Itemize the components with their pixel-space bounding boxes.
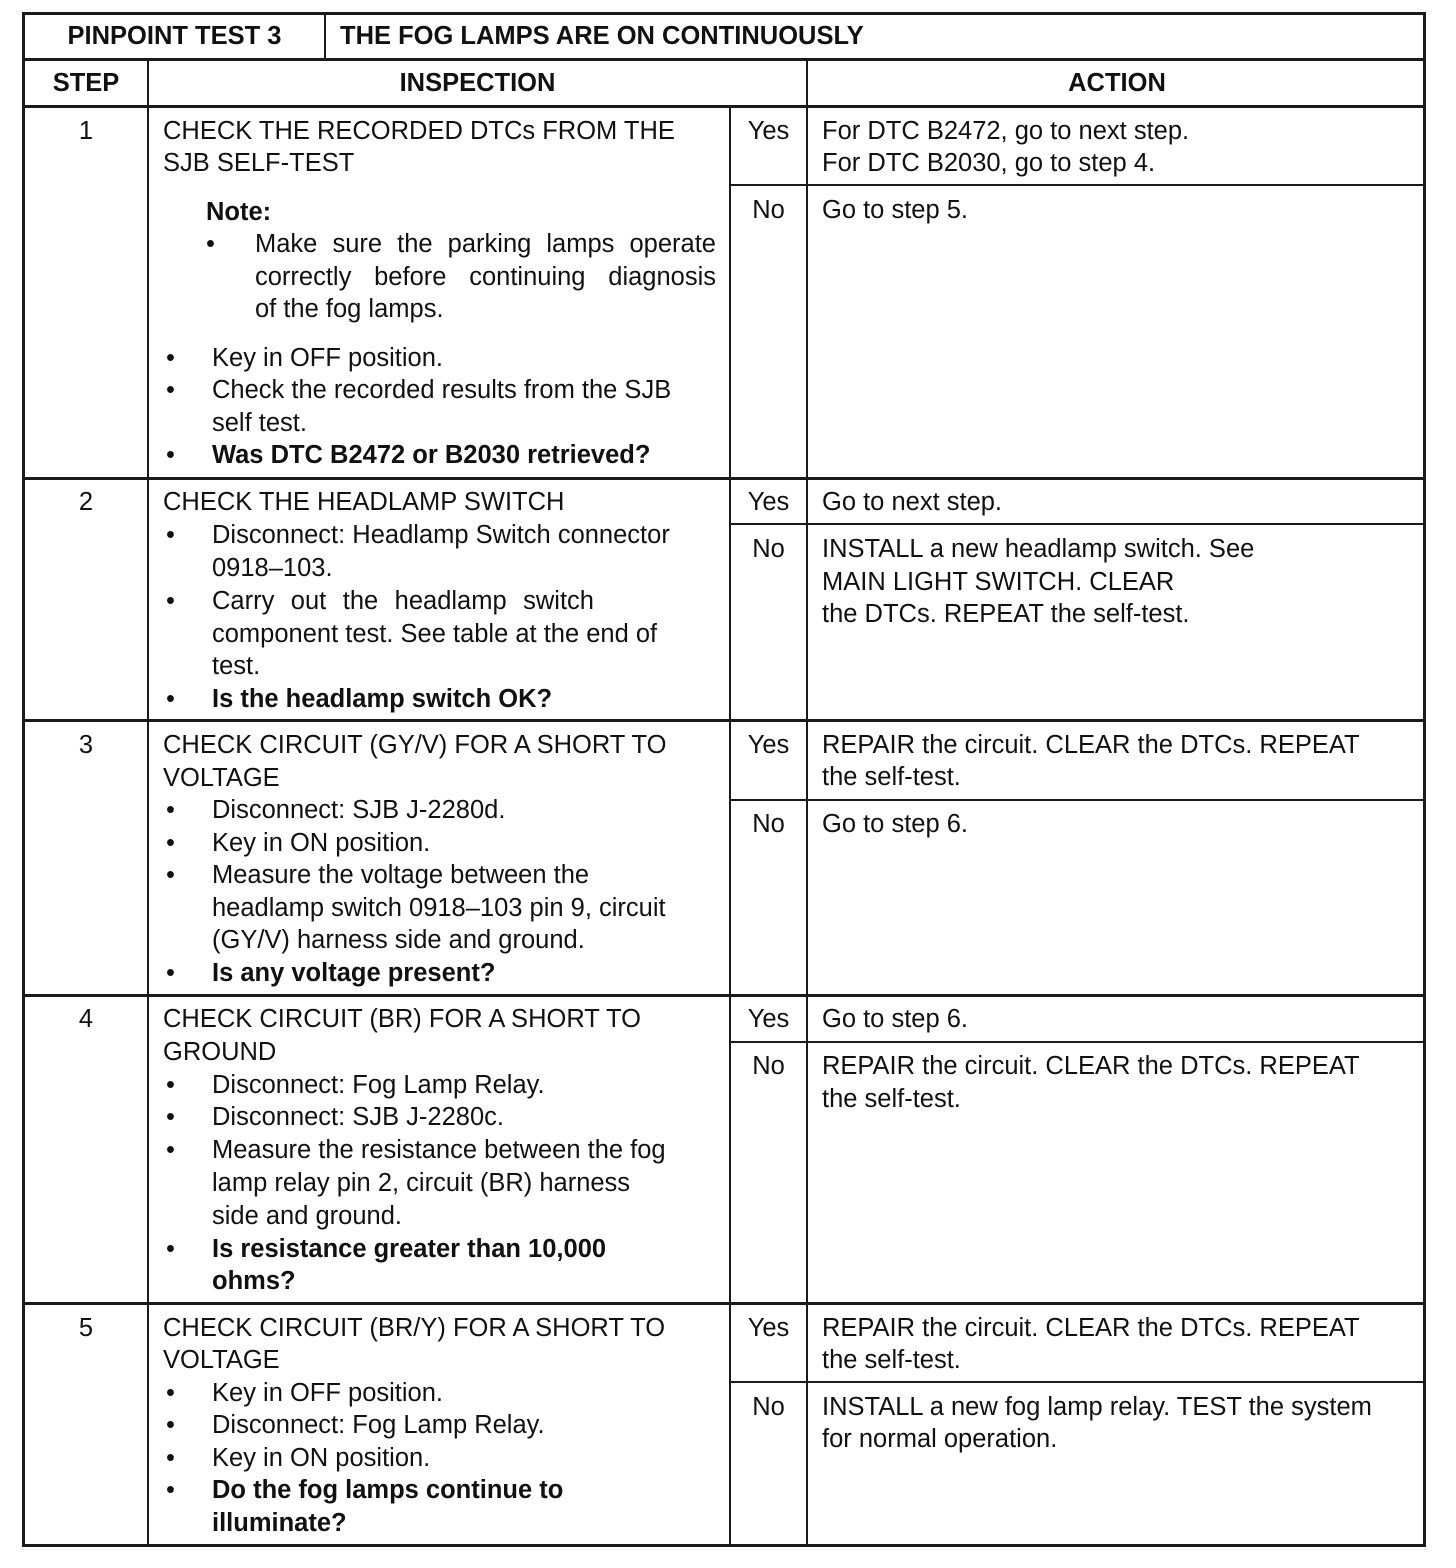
inspection-bullet: test. [212,652,261,680]
step-title: CHECK CIRCUIT (BR/Y) FOR A SHORT TO [163,1314,666,1342]
yes-label: Yes [747,1314,790,1342]
rule-step3-bottom [22,994,1426,997]
inspection-bullet: 0918–103. [212,554,333,582]
bullet: • [166,1103,175,1131]
inspection-question: Is any voltage present? [212,959,496,987]
inspection-bullet: component test. See table at the end of [212,620,658,648]
bullet: • [166,1476,175,1504]
note-text: Make sure the parking lamps operate [255,230,716,258]
rule-step4-bottom [22,1302,1426,1305]
yes-action: REPAIR the circuit. CLEAR the DTCs. REPEAT [822,731,1360,759]
inspection-bullet: Check the recorded results from the SJB [212,376,672,404]
yes-action: REPAIR the circuit. CLEAR the DTCs. REPEAT [822,1314,1360,1342]
no-action: INSTALL a new fog lamp relay. TEST the system [822,1393,1372,1421]
inspection-question: Do the fog lamps continue to [212,1476,564,1504]
yes-action: the self-test. [822,1346,961,1374]
bullet: • [166,796,175,824]
inspection-question: ohms? [212,1267,296,1295]
bullet: • [166,441,175,469]
rule-columns-bottom [22,105,1426,108]
rule-step-column [147,58,149,1547]
no-action: MAIN LIGHT SWITCH. CLEAR [822,568,1175,596]
yes-action: For DTC B2472, go to next step. [822,117,1190,145]
bullet: • [166,1379,175,1407]
no-action: REPAIR the circuit. CLEAR the DTCs. REPEAT [822,1052,1360,1080]
bullet: • [166,1071,175,1099]
no-label: No [752,1052,785,1080]
rule-step2-yes-no [730,523,1426,525]
bullet: • [166,1411,175,1439]
bullet: • [206,230,215,258]
test-label: PINPOINT TEST 3 [67,22,282,50]
inspection-bullet: Disconnect: Headlamp Switch connector [212,521,670,549]
step-number: 4 [78,1005,94,1033]
rule-step2-bottom [22,719,1426,722]
inspection-bullet: (GY/V) harness side and ground. [212,926,585,954]
bullet: • [166,959,175,987]
yes-label: Yes [747,731,790,759]
yes-action: Go to step 6. [822,1005,969,1033]
rule-step5-yes-no [730,1381,1426,1383]
bullet: • [166,1136,175,1164]
step-number: 1 [78,117,94,145]
test-title: THE FOG LAMPS ARE ON CONTINUOUSLY [340,22,864,50]
step-number: 3 [78,731,94,759]
no-action: the DTCs. REPEAT the self-test. [822,600,1190,628]
step-title: VOLTAGE [163,1346,280,1374]
inspection-bullet: Carry out the headlamp switch [212,587,594,615]
yes-action: Go to next step. [822,488,1003,516]
rule-step3-yes-no [730,799,1426,801]
no-label: No [752,196,785,224]
bullet: • [166,1235,175,1263]
yes-action: For DTC B2030, go to step 4. [822,149,1156,177]
note-text: of the fog lamps. [255,295,444,323]
no-action: INSTALL a new headlamp switch. See [822,535,1255,563]
inspection-bullet: Disconnect: Fog Lamp Relay. [212,1071,545,1099]
inspection-bullet: Measure the voltage between the [212,861,590,889]
step-title: GROUND [163,1038,277,1066]
yes-label: Yes [747,117,790,145]
column-action: ACTION [1068,69,1166,97]
bullet: • [166,521,175,549]
inspection-bullet: Disconnect: SJB J-2280c. [212,1103,504,1131]
inspection-bullet: Key in ON position. [212,1444,431,1472]
rule-inspection-column [806,58,808,1547]
inspection-bullet: Disconnect: Fog Lamp Relay. [212,1411,545,1439]
rule-header-divider [324,12,326,59]
rule-step1-yes-no [730,184,1426,186]
step-title: CHECK CIRCUIT (BR) FOR A SHORT TO [163,1005,641,1033]
inspection-question: illuminate? [212,1509,347,1537]
note-text: correctly before continuing diagnosis [255,263,716,291]
step-number: 2 [78,488,94,516]
rule-step1-bottom [22,477,1426,480]
step-title: VOLTAGE [163,764,280,792]
inspection-bullet: side and ground. [212,1202,402,1230]
step-number: 5 [78,1314,94,1342]
step-title: SJB SELF-TEST [163,149,355,177]
bullet: • [166,829,175,857]
no-action: the self-test. [822,1085,961,1113]
step-title: CHECK THE HEADLAMP SWITCH [163,488,565,516]
inspection-bullet: self test. [212,409,307,437]
no-action: for normal operation. [822,1425,1058,1453]
no-label: No [752,810,785,838]
no-label: No [752,535,785,563]
step-title: CHECK THE RECORDED DTCs FROM THE [163,117,675,145]
inspection-bullet: Disconnect: SJB J-2280d. [212,796,506,824]
column-inspection: INSPECTION [399,69,556,97]
inspection-bullet: headlamp switch 0918–103 pin 9, circuit [212,894,666,922]
bullet: • [166,376,175,404]
bullet: • [166,1444,175,1472]
inspection-bullet: lamp relay pin 2, circuit (BR) harness [212,1169,631,1197]
inspection-bullet: Measure the resistance between the fog [212,1136,666,1164]
rule-header-bottom [22,58,1426,61]
column-step: STEP [52,69,120,97]
bullet: • [166,587,175,615]
rule-step4-yes-no [730,1041,1426,1043]
no-label: No [752,1393,785,1421]
bullet: • [166,685,175,713]
bullet: • [166,861,175,889]
yes-label: Yes [747,1005,790,1033]
inspection-bullet: Key in ON position. [212,829,431,857]
inspection-question: Is resistance greater than 10,000 [212,1235,607,1263]
bullet: • [166,344,175,372]
step-title: CHECK CIRCUIT (GY/V) FOR A SHORT TO [163,731,667,759]
inspection-question: Is the headlamp switch OK? [212,685,553,713]
inspection-bullet: Key in OFF position. [212,1379,444,1407]
note-label: Note: [206,198,272,226]
yes-action: the self-test. [822,763,961,791]
inspection-question: Was DTC B2472 or B2030 retrieved? [212,441,651,469]
no-action: Go to step 5. [822,196,969,224]
yes-label: Yes [747,488,790,516]
inspection-bullet: Key in OFF position. [212,344,444,372]
no-action: Go to step 6. [822,810,969,838]
